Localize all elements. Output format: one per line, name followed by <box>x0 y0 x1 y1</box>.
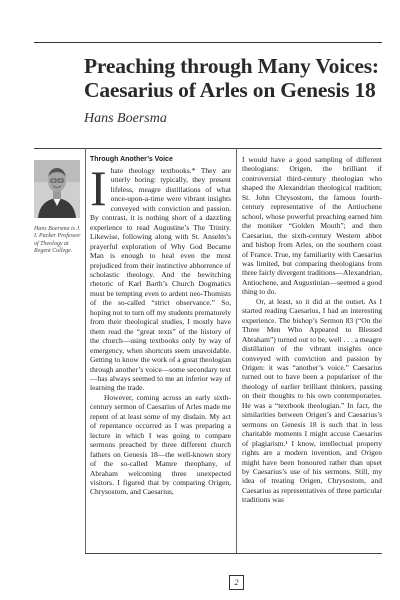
author-photo <box>34 160 80 218</box>
left-column <box>90 155 231 497</box>
header-divider <box>34 148 382 149</box>
page-number: 2 <box>229 575 244 590</box>
right-column <box>242 155 382 505</box>
paragraph: Or, at least, so it did at the outset. As I started reading Caesarius, I had an interesting experience. The bishop’s Sermon 83 (“On the Three Men Who Appeared to Blessed Abraham”) turned out to be, well . . . a meagre distillation of the vibrant insights once conveyed with conviction and passion by Origen: it was “another’s voice.” Caesarius turned out to have been a populariser of the theology of earlier brilliant thinkers, passing on their thoughts to his own contemporaries. He was a “textbook theologian.” In fact, the similarities between Origen’s and Caesarius’s sermons on Genesis 18 is such that in less charitable moments I might accuse Caesarius of plagiarism.¹ I know, intellectual property rights are a modern invention, and Origen might have been honoured rather than upset by Caesarius’s use of his sermons. Still, my idea of treating Origen, Chrysostom, and Caesarius as representatives of three particular traditions was <box>242 296 382 505</box>
footer-divider <box>85 553 382 554</box>
article-author: Hans Boersma <box>84 111 167 126</box>
section-heading: Through Another’s Voice <box>90 156 173 163</box>
sidebar-divider <box>85 148 86 553</box>
top-rule <box>34 42 382 43</box>
article-title: Preaching through Many Voices: Caesarius of Arles on Genesis 18 <box>84 54 379 102</box>
paragraph-text: hate theology textbooks.* They are utterly boring: typically, they present lifeless, meagre distillations of what once-upon-a-time were vibrant insights conveyed with conviction and passion. By contrast, it is nothing short of a dazzling experience to read Augustine’s The Trinity. Likewise, following along with St. Anselm’s prayerful exploration of Why God Became Man is enough to heal even the most prejudiced from their instinctive abhorrence of scholastic theology. And the bewitching rhetoric of Karl Barth’s Church Dogmatics must be tempting even to ardent neo-Thomists of the so-called “strict observance.” So, hoping not to turn off my students prematurely from their theological studies, I mostly have them read the “great texts” of the history of the church—using textbooks only by way of emergency, when shortcuts seem unavoidable. Getting to know the work of a great theologian through another’s voice—some secondary text—has always seemed to me an inferior way of learning the trade. <box>90 166 231 393</box>
paragraph: I would have a good sampling of different theologians: Origen, the brilliant if controversial third-century theologian who shaped the Alexandrian theological tradition; St. John Chrysostom, the famous fourth-century representative of the Antiochene school, whose powerful preaching earned him the moniker “Golden Mouth”; and then Caesarius, the sixth-century Western abbot and bishop from Arles, on the southern coast of France. True, my familiarity with Caesarius was limited, but comparing theologians from three fairly divergent traditions—Alexandrian, Antiochene, and Augustinian—seemed a good thing to do. <box>242 155 382 297</box>
paragraph: However, coming across an early sixth-century sermon of Caesarius of Arles made me repent of at least some of my disdain. My act of repentance occurred as I was preparing a lecture in which I was going to compare sermons preached by three different church fathers on Genesis 18—the well-known story of the so-called Mamre theophany, of Abraham welcoming three unexpected visitors. I figured that by comparing Origen, Chrysostom, and Caesarius, <box>90 392 231 497</box>
drop-cap: I <box>90 160 107 216</box>
column-divider <box>236 148 237 553</box>
author-portrait-image <box>34 160 80 218</box>
author-caption: Hans Boersma is J. I. Packer Professor of Theology at Regent College. <box>34 226 81 255</box>
paragraph <box>90 160 231 393</box>
